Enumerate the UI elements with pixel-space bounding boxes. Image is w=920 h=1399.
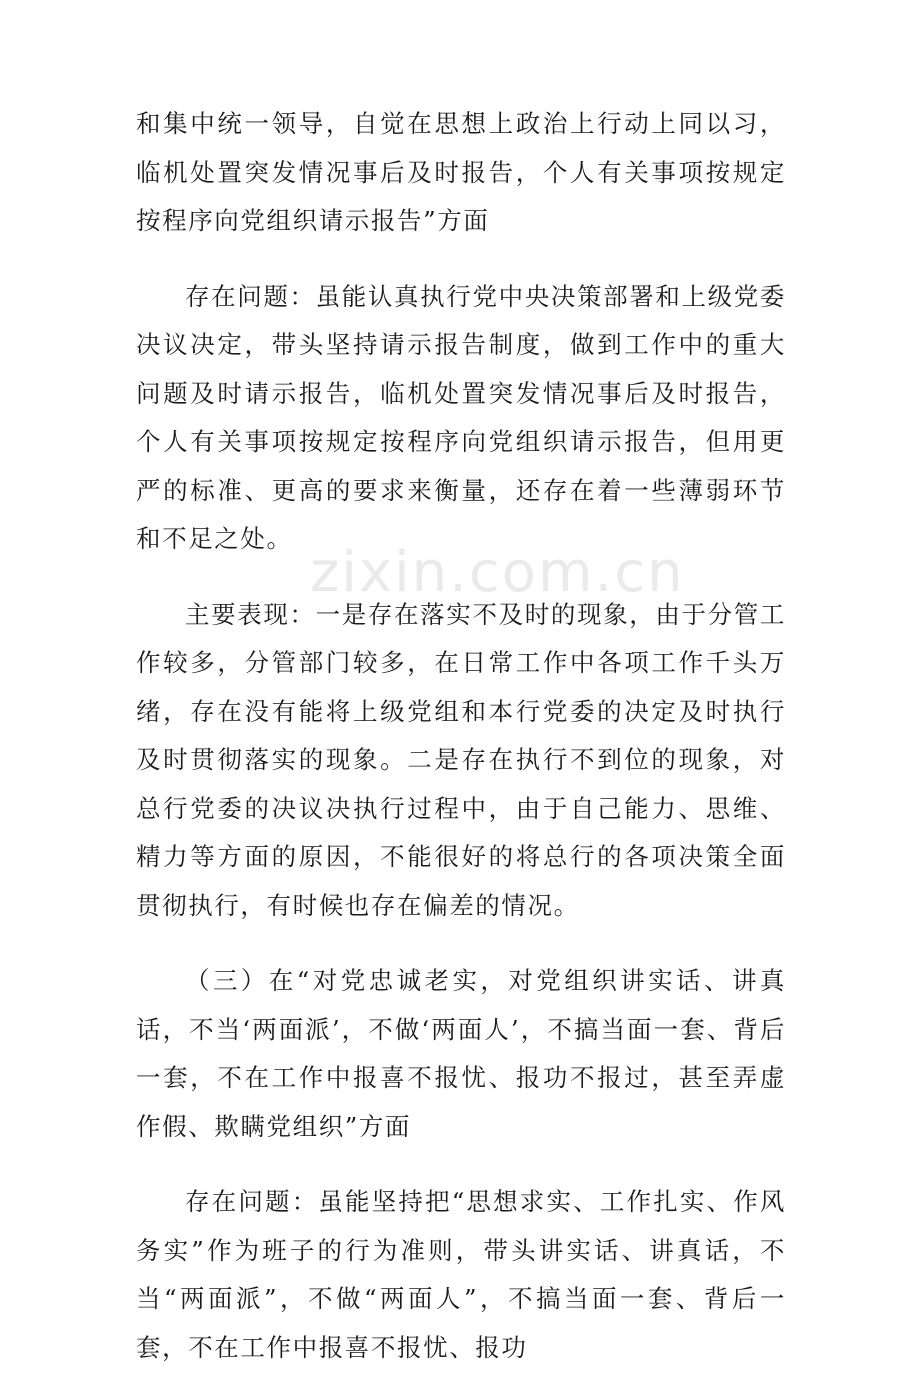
watermark: zixin.com.cn	[310, 540, 685, 605]
paragraph-3: 主要表现：一是存在落实不及时的现象，由于分管工作较多，分管部门较多，在日常工作中各项工作千头万绪，存在没有能将上级党组和本行党委的决定及时执行及时贯彻落实的现象。二是存在执行不到位的现象，对总行党委的决议决执行过程中，由于自己能力、思维、精力等方面的原因，不能很好的将总行的各项决策全面贯彻执行，有时候也存在偏差的情况。	[136, 599, 786, 920]
document-body	[136, 100, 786, 1399]
paragraph-1: 和集中统一领导，自觉在思想上政治上行动上同以习，临机处置突发情况事后及时报告，个人有关事项按规定按程序向党组织请示报告”方面	[136, 109, 786, 235]
paragraph-5: 存在问题：虽能坚持把“思想求实、工作扎实、作风务实”作为班子的行为准则，带头讲实话、讲真话，不当“两面派”，不做“两面人”，不搞当面一套、背后一套，不在工作中报喜不报忧、报功	[136, 1187, 786, 1362]
paragraph-2: 存在问题：虽能认真执行党中央决策部署和上级党委决议决定，带头坚持请示报告制度，做到工作中的重大问题及时请示报告，临机处置突发情况事后及时报告，个人有关事项按规定按程序向党组织请示报告，但用更严的标准、更高的要求来衡量，还存在着一些薄弱环节和不足之处。	[136, 281, 786, 553]
paragraph-4-section-heading: （三）在“对党忠诚老实，对党组织讲实话、讲真话，不当‘两面派’，不做‘两面人’，不搞当面一套、背后一套，不在工作中报喜不报忧、报功不报过，甚至弄虚作假、欺瞒党组织”方面	[136, 966, 786, 1141]
